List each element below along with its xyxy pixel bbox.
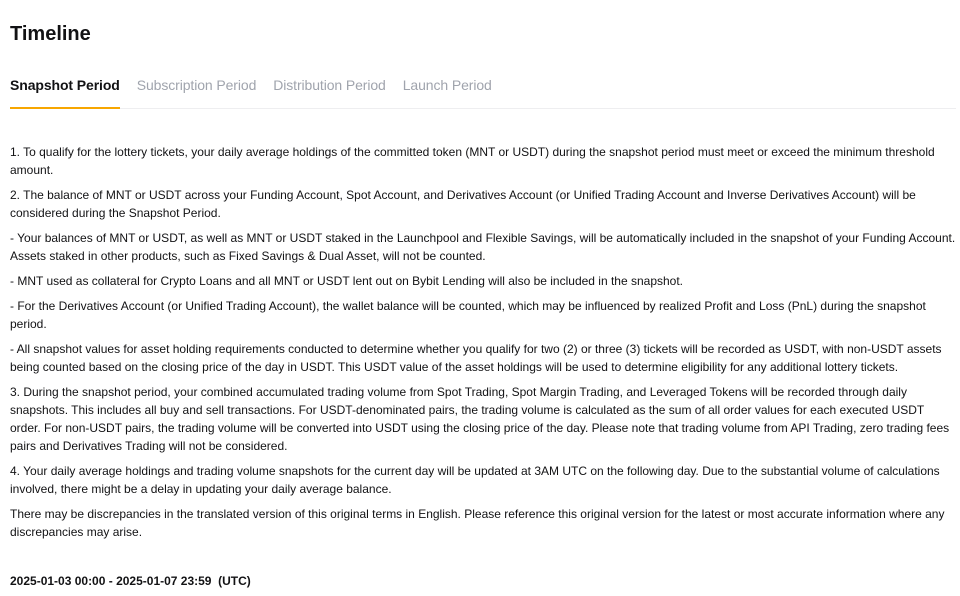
- tab-distribution-period[interactable]: Distribution Period: [273, 77, 386, 93]
- rule-paragraph: - MNT used as collateral for Crypto Loans and all MNT or USDT lent out on Bybit Lending will also be included in the snapshot.: [10, 274, 684, 288]
- timeline-tabs: [10, 74, 956, 109]
- rule-paragraph: 1. To qualify for the lottery tickets, your daily average holdings of the committed token (MNT or USDT) during the snapshot period must meet or exceed the minimum threshold amount.: [10, 145, 935, 177]
- snapshot-period-dates: 2025-01-03 00:00 - 2025-01-07 23:59 (UTC): [10, 574, 251, 588]
- rule-paragraph: 3. During the snapshot period, your combined accumulated trading volume from Spot Trading, Spot Margin Trading, and Leveraged Tokens will be recorded through daily snapshots. This includes all buy and sell transactions. For USDT-denominated pairs, the trading volume is calculated as the sum of all order values for each executed USDT order. For non-USDT pairs, the trading volume will be converted into USDT using the closing price of the day. Please note that trading volume from API Trading, zero trading fees pairs and Derivatives Trading will not be considered.: [10, 385, 950, 453]
- snapshot-period-rules: [10, 143, 956, 548]
- rule-paragraph: - For the Derivatives Account (or Unified Trading Account), the wallet balance will be counted, which may be influenced by realized Profit and Loss (PnL) during the snapshot period.: [10, 299, 926, 331]
- tab-snapshot-period[interactable]: Snapshot Period: [10, 74, 120, 109]
- rule-paragraph: 4. Your daily average holdings and trading volume snapshots for the current day will be updated at 3AM UTC on the following day. Due to the substantial volume of calculations involved, there might be a delay in updating your daily average balance.: [10, 464, 940, 496]
- tab-subscription-period[interactable]: Subscription Period: [136, 77, 257, 93]
- rule-paragraph: 2. The balance of MNT or USDT across your Funding Account, Spot Account, and Derivatives Account (or Unified Trading Account and Inverse Derivatives Account) will be considered during the Snapshot Period.: [10, 188, 916, 220]
- rule-paragraph: - All snapshot values for asset holding requirements conducted to determine whether you qualify for two (2) or three (3) tickets will be recorded as USDT, with non-USDT assets being counted based on the closing price of the day in USDT. This USDT value of the asset holdings will be used to determine eligibility for any additional lottery tickets.: [10, 342, 942, 374]
- page-title: Timeline: [10, 23, 91, 45]
- tab-launch-period[interactable]: Launch Period: [402, 77, 492, 93]
- rule-paragraph: - Your balances of MNT or USDT, as well as MNT or USDT staked in the Launchpool and Flexible Savings, will be automatically included in the snapshot of your Funding Account. Assets staked in other products, such as Fixed Savings & Dual Asset, will not be counted.: [10, 231, 956, 263]
- rule-paragraph: There may be discrepancies in the translated version of this original terms in English. Please reference this original version for the latest or most accurate information where any discrepancies may arise.: [10, 507, 945, 539]
